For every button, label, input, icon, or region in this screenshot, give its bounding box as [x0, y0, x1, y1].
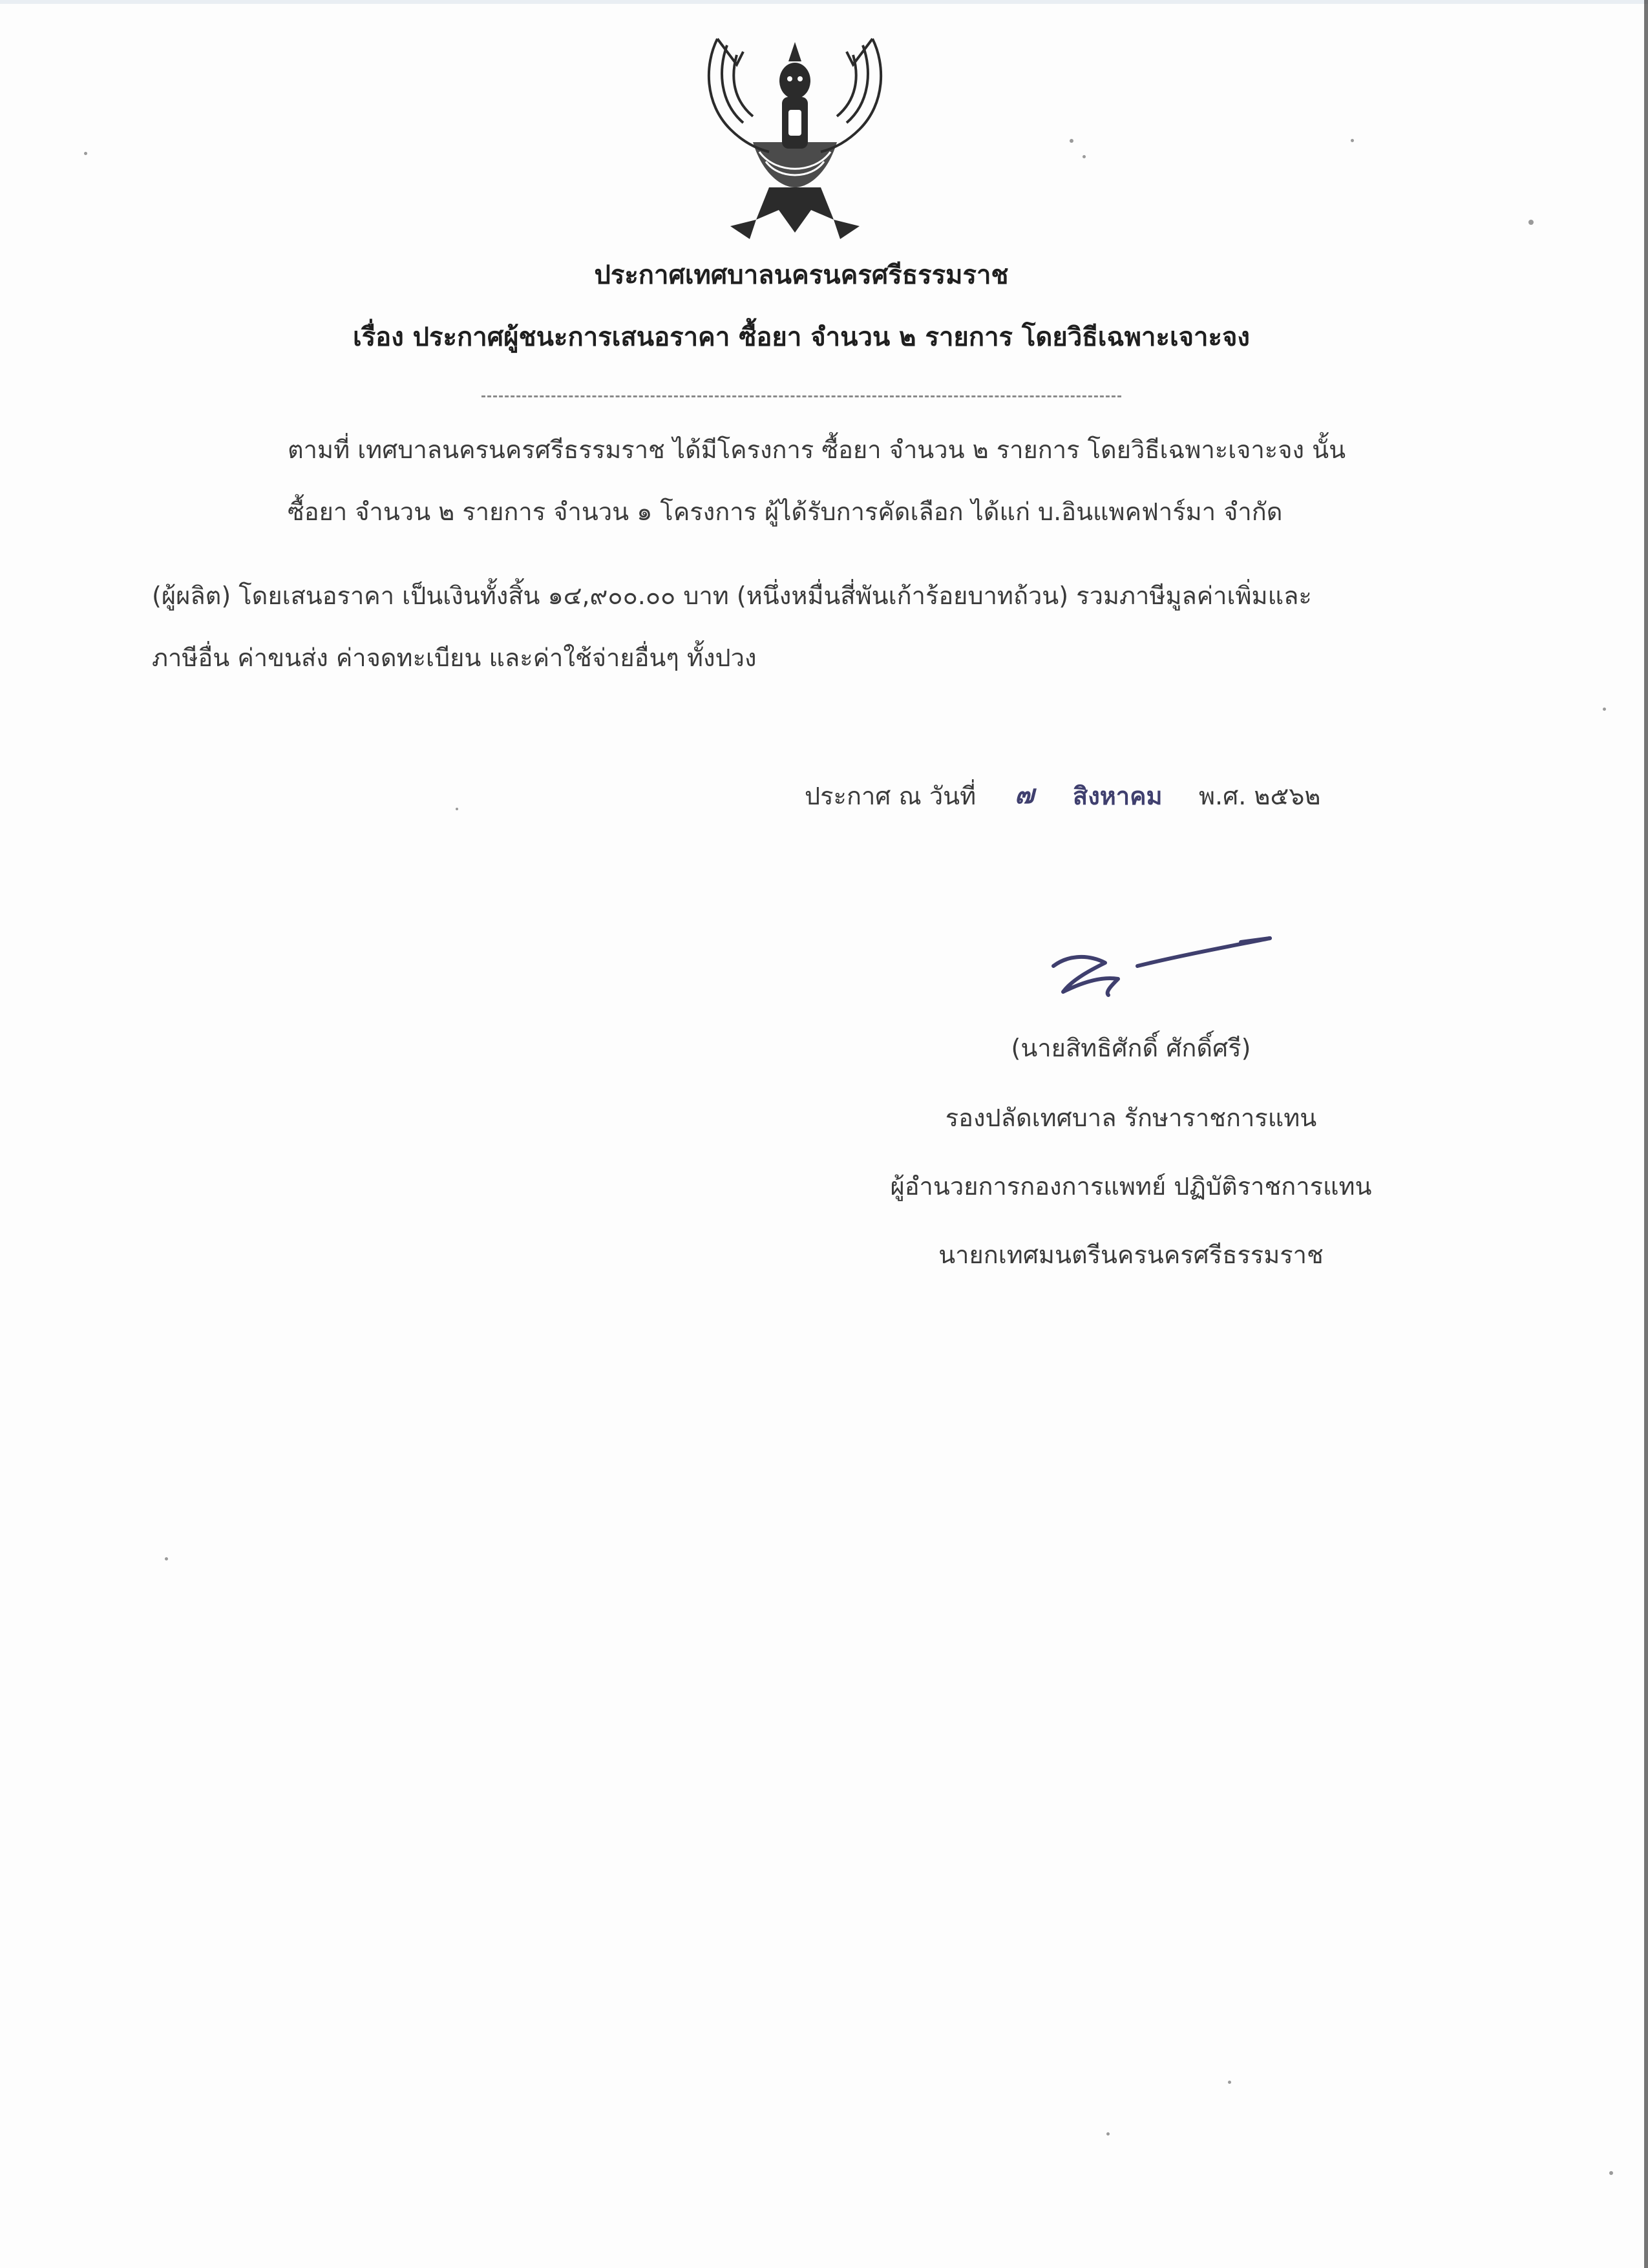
divider-line — [481, 395, 1121, 397]
scan-speck — [1609, 2171, 1613, 2175]
date-month: สิงหาคม — [1073, 782, 1163, 810]
scan-edge-right — [1644, 0, 1648, 2268]
scan-speck — [84, 152, 87, 155]
scan-speck — [1528, 220, 1534, 225]
body-line-4: ภาษีอื่น ค่าขนส่ง ค่าจดทะเบียน และค่าใช้จ่ายอื่นๆ ทั้งปวง — [152, 644, 757, 672]
date-day: ๗ — [1015, 780, 1035, 810]
scan-edge-top — [0, 0, 1648, 4]
handwritten-signature-icon — [1047, 930, 1280, 1014]
scan-speck — [456, 808, 458, 810]
scan-speck — [165, 1557, 168, 1560]
scan-speck — [1106, 2132, 1110, 2136]
scan-speck — [1083, 155, 1086, 158]
body-line-1: ตามที่ เทศบาลนครนครศรีธรรมราช ได้มีโครงการ ซื้อยา จำนวน ๒ รายการ โดยวิธีเฉพาะเจาะจง นั้น — [288, 436, 1346, 464]
document-subject: เรื่อง ประกาศผู้ชนะการเสนอราคา ซื้อยา จำนวน ๒ รายการ โดยวิธีเฉพาะเจาะจง — [353, 322, 1250, 352]
date-prefix: ประกาศ ณ วันที่ — [805, 782, 977, 810]
garuda-emblem-icon — [692, 26, 898, 258]
scan-speck — [1351, 139, 1354, 142]
signatory-position-1: รองปลัดเทศบาล รักษาราชการแทน — [945, 1104, 1317, 1132]
date-year: พ.ศ. ๒๕๖๒ — [1199, 782, 1321, 810]
signatory-position-2: ผู้อำนวยการกองการแพทย์ ปฏิบัติราชการแทน — [890, 1172, 1372, 1201]
scan-speck — [1070, 139, 1073, 143]
signatory-position-3: นายกเทศมนตรีนครนครศรีธรรมราช — [938, 1241, 1324, 1269]
signatory-name: (นายสิทธิศักดิ์ ศักดิ์ศรี) — [1011, 1034, 1251, 1062]
scan-speck — [1228, 2081, 1231, 2084]
scan-speck — [1603, 708, 1606, 711]
body-line-2: ซื้อยา จำนวน ๒ รายการ จำนวน ๑ โครงการ ผู้ได้รับการคัดเลือก ได้แก่ บ.อินแพคฟาร์มา จำกัด — [288, 498, 1283, 526]
document-title: ประกาศเทศบาลนครนครศรีธรรมราช — [594, 260, 1009, 290]
body-line-3: (ผู้ผลิต) โดยเสนอราคา เป็นเงินทั้งสิ้น ๑๔,๙๐๐.๐๐ บาท (หนึ่งหมื่นสี่พันเก้าร้อยบาทถ้วน) รวมภาษีมูลค่าเพิ่มและ — [152, 582, 1312, 610]
